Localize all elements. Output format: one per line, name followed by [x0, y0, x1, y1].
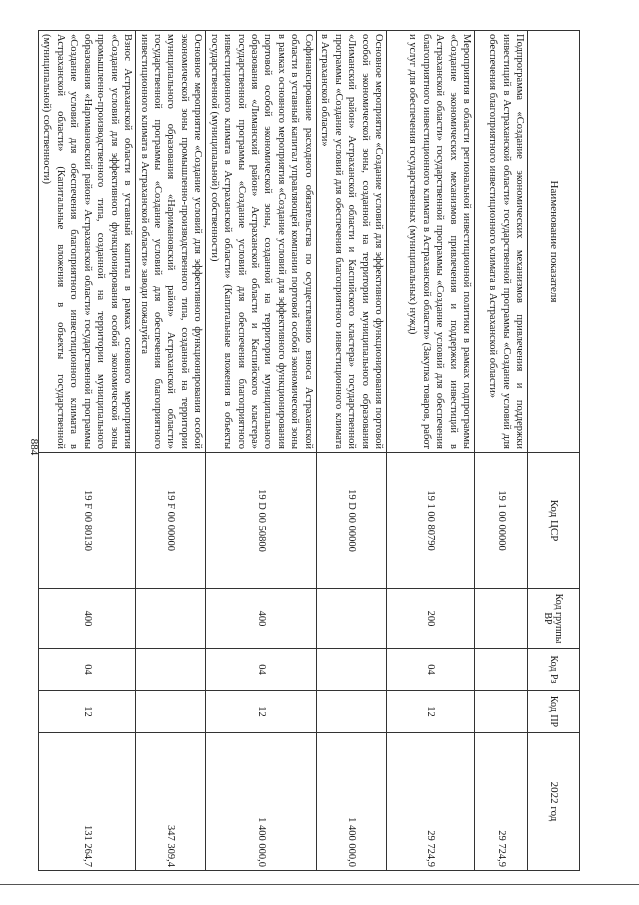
table-header-row — [528, 31, 580, 871]
row-vr: 400 — [206, 589, 317, 649]
budget-table — [38, 30, 580, 871]
row-pr — [316, 691, 386, 733]
row-vr: 400 — [39, 589, 136, 649]
table-row — [206, 31, 317, 871]
row-amount: 29 724,9 — [387, 733, 475, 871]
row-csr: 19 1 00 80790 — [387, 453, 475, 589]
row-pr: 12 — [39, 691, 136, 733]
page-number: 884 — [28, 438, 40, 456]
header-pr: Код ПР — [528, 691, 580, 733]
row-name: Подпрограмма «Создание экономических механизмов привлечения и поддержки инвестиций в Астраханской области» государственной программы «Создание условий для обеспечения благоприятного инвестиционного климата в Астраханской области» — [475, 31, 528, 453]
header-csr: Код ЦСР — [528, 453, 580, 589]
row-rz: 04 — [387, 649, 475, 691]
header-year: 2022 год — [528, 733, 580, 871]
row-csr: 19 D 00 50800 — [206, 453, 317, 589]
row-pr — [136, 691, 206, 733]
row-rz — [316, 649, 386, 691]
row-name: Софинансирование расходного обязательства по осуществлению взноса Астраханской области в уставный капитал управляющей компании портовой особой экономической зоны в рамках основного мероприятия «Создание условий для эффективного функционирования портовой особой экономической зоны, созданной на территории муниципального образования «Лиманский район» Астраханской области и Каспийского кластера» государственной программы «Создание условий для обеспечения благоприятного инвестиционного климата в Астраханской области» (Капитальные вложения в объекты государственной (муниципальной) собственности) — [206, 31, 317, 453]
row-csr: 19 1 00 00000 — [475, 453, 528, 589]
row-vr — [316, 589, 386, 649]
table-row — [316, 31, 386, 871]
row-amount: 1 400 000,0 — [206, 733, 317, 871]
header-rz: Код Рз — [528, 649, 580, 691]
table-row — [39, 31, 136, 871]
row-rz — [475, 649, 528, 691]
row-pr — [475, 691, 528, 733]
row-name: Основное мероприятие «Создание условий для эффективного функционирования особой экономической зоны промышленно-производственного типа, созданной на территории муниципального образования «Наримановский район» Астраханской области» государственной программы «Создание условий для обеспечения благоприятного инвестиционного климата в Астраханской области» заводи пожалуйста — [136, 31, 206, 453]
table-row — [475, 31, 528, 871]
row-name: Взнос Астраханской области в уставный капитал в рамках основного мероприятия «Создание условий для эффективного функционирования особой экономической зоны промышленно-производственного типа, созданной на территории муниципального образования «Наримановский район» Астраханской области» государственной программы «Создание условий для обеспечения благоприятного инвестиционного климата в Астраханской области» (Капитальные вложения в объекты государственной (муниципальной) собственности) — [39, 31, 136, 453]
row-csr: 19 D 00 00000 — [316, 453, 386, 589]
row-pr: 12 — [206, 691, 317, 733]
row-amount: 1 400 000,0 — [316, 733, 386, 871]
row-csr: 19 F 00 80130 — [39, 453, 136, 589]
row-amount: 29 724,9 — [475, 733, 528, 871]
row-name: Основное мероприятие «Создание условий для эффективного функционирования портовой особой экономической зоны, созданной на территории муниципального образования «Лиманский район» Астраханской области и Каспийского кластера» государственной программы «Создание условий для обеспечения благоприятного инвестиционного климата в Астраханской области» — [316, 31, 386, 453]
header-name: Наименование показателя — [528, 31, 580, 453]
row-name: Мероприятия в области региональной инвестиционной политики в рамках подпрограммы «Создание экономических механизмов привлечения и поддержки инвестиций в Астраханской области» государственной программы «Создание условий для обеспечения благоприятного инвестиционного климата в Астраханской области» (Закупка товаров, работ и услуг для обеспечения государственных (муниципальных) нужд) — [387, 31, 475, 453]
row-rz — [136, 649, 206, 691]
row-pr: 12 — [387, 691, 475, 733]
row-csr: 19 F 00 00000 — [136, 453, 206, 589]
row-vr — [475, 589, 528, 649]
bottom-rule — [0, 884, 639, 885]
row-rz: 04 — [39, 649, 136, 691]
row-vr — [136, 589, 206, 649]
header-vr: Код группы ВР — [528, 589, 580, 649]
rotated-table-wrapper — [41, 30, 580, 870]
row-amount: 131 264,7 — [39, 733, 136, 871]
row-rz: 04 — [206, 649, 317, 691]
table-row — [387, 31, 475, 871]
row-amount: 347 309,4 — [136, 733, 206, 871]
row-vr: 200 — [387, 589, 475, 649]
table-row — [136, 31, 206, 871]
